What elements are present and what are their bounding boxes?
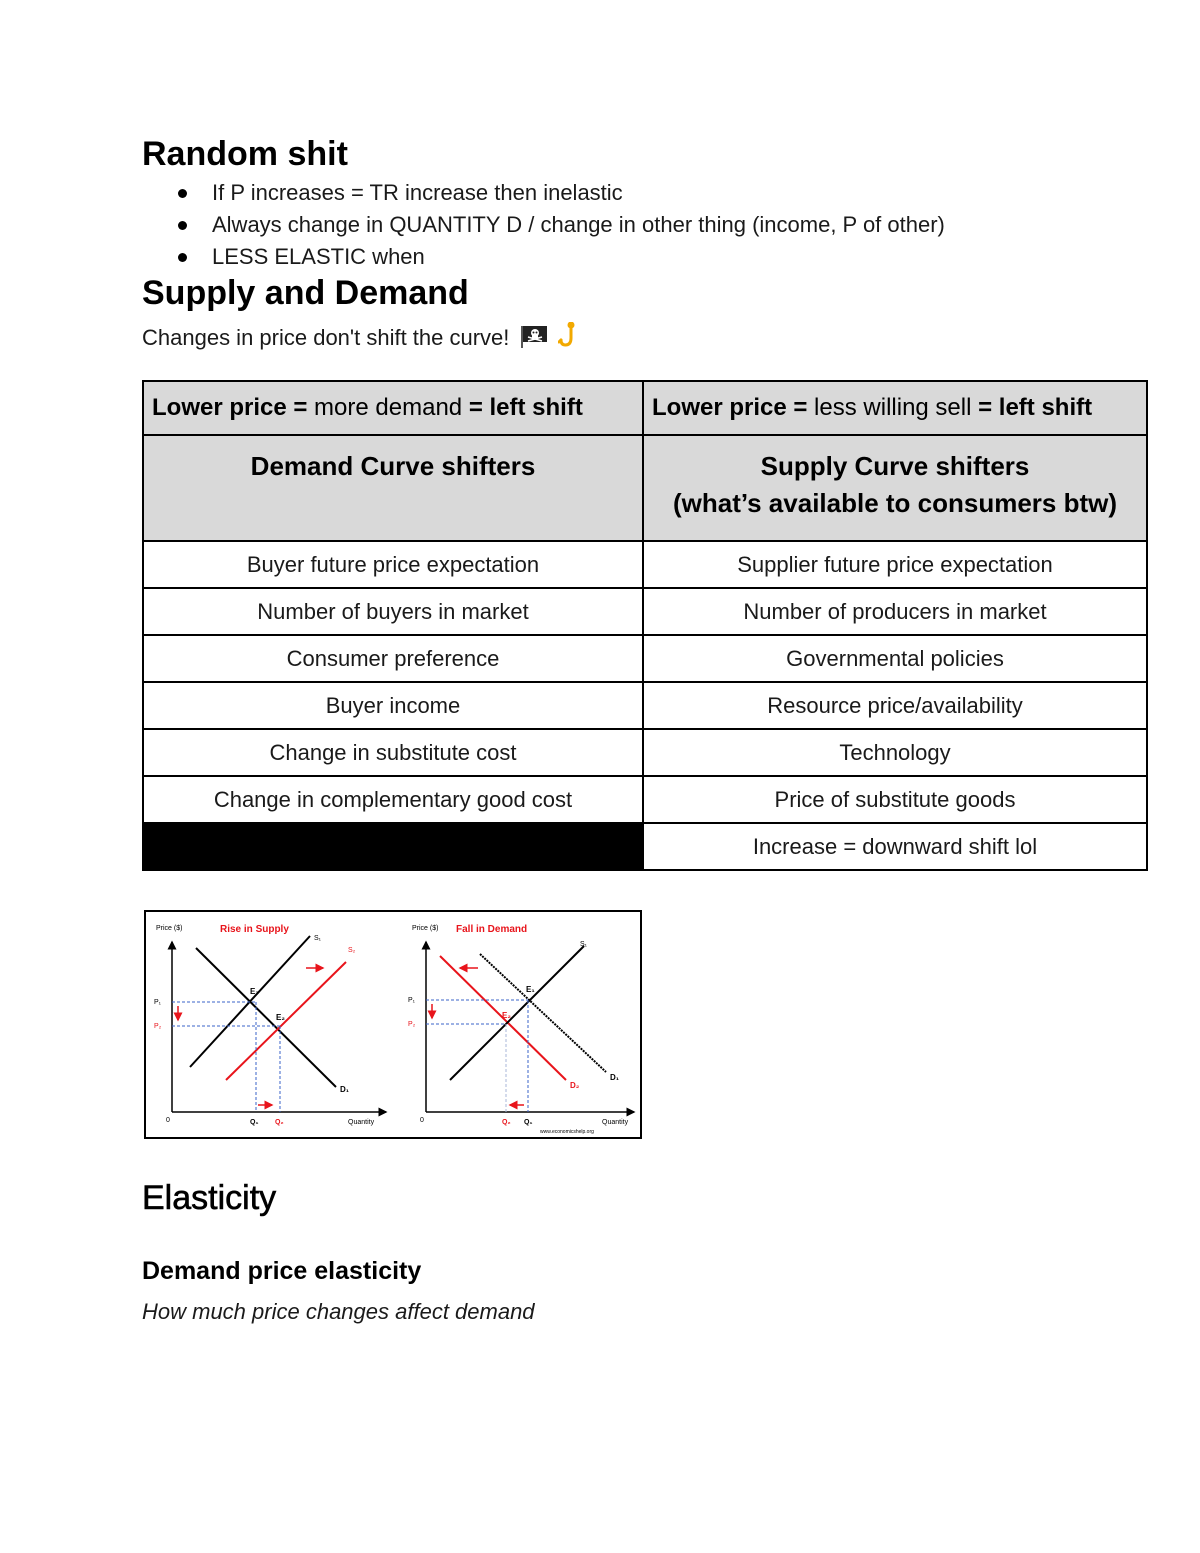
right-e2-label: E₂	[502, 1011, 511, 1020]
left-d1-label: D₁	[340, 1085, 350, 1094]
right-e1-label: E₁	[526, 985, 535, 994]
table-cell: Technology	[643, 729, 1147, 776]
table-cell: Number of producers in market	[643, 588, 1147, 635]
table-cell: Governmental policies	[643, 635, 1147, 682]
right-origin: 0	[420, 1117, 424, 1124]
left-demand-curve	[196, 948, 336, 1087]
table-row	[143, 435, 1147, 541]
right-q1-label: Q₁	[524, 1119, 533, 1126]
left-p1-label: P₁	[154, 999, 162, 1006]
pirate-flag-icon	[520, 324, 548, 352]
random-bullet-list	[142, 178, 945, 274]
table-cell-top-right: Lower price = less willing sell = left shift	[643, 381, 1147, 435]
right-y-axis-label: Price ($)	[412, 925, 439, 932]
shifters-table	[142, 380, 1148, 871]
right-s1-label: S₁	[580, 941, 588, 948]
left-p2-label: P₂	[154, 1023, 162, 1030]
hook-icon	[558, 322, 578, 352]
table-row	[143, 682, 1147, 729]
right-p1-label: P₁	[408, 997, 416, 1004]
table-row	[143, 776, 1147, 823]
supply-demand-diagram	[144, 910, 642, 1139]
left-q1-label: Q₁	[250, 1119, 259, 1126]
right-q2-label: Q₂	[502, 1119, 511, 1126]
right-panel-title: Fall in Demand	[456, 924, 528, 935]
left-supply-curve-2	[226, 962, 346, 1080]
rise-in-supply-panel	[154, 924, 386, 1126]
table-row	[143, 381, 1147, 435]
table-row	[143, 823, 1147, 870]
table-cell: Buyer future price expectation	[143, 541, 643, 588]
right-x-axis-label: Quantity	[602, 1119, 629, 1126]
list-item: Always change in QUANTITY D / change in other thing (income, P of other)	[142, 210, 945, 242]
table-cell-top-left: Lower price = more demand = left shift	[143, 381, 643, 435]
left-y-axis-label: Price ($)	[156, 925, 183, 932]
table-row	[143, 588, 1147, 635]
table-cell: Number of buyers in market	[143, 588, 643, 635]
left-e1-label: E₁	[250, 987, 259, 996]
table-cell: Resource price/availability	[643, 682, 1147, 729]
left-s2-label: S₂	[348, 947, 356, 954]
left-e2-label: E₂	[276, 1013, 285, 1022]
table-cell: Consumer preference	[143, 635, 643, 682]
left-panel-title: Rise in Supply	[220, 924, 289, 935]
elasticity-description: How much price changes affect demand	[142, 1299, 535, 1324]
heading-demand-price-elasticity: Demand price elasticity	[142, 1257, 422, 1285]
table-cell: Buyer income	[143, 682, 643, 729]
heading-random: Random shit	[142, 135, 348, 173]
supply-header: Supply Curve shifters (what’s available to consumers btw)	[643, 435, 1147, 541]
left-x-axis-label: Quantity	[348, 1119, 375, 1126]
right-d2-label: D₂	[570, 1081, 580, 1090]
supply-demand-subtitle	[142, 322, 578, 352]
list-item: LESS ELASTIC when	[142, 242, 945, 274]
list-item: If P increases = TR increase then inelastic	[142, 178, 945, 210]
table-cell: Change in substitute cost	[143, 729, 643, 776]
subtitle-text: Changes in price don't shift the curve!	[142, 325, 510, 350]
table-row	[143, 541, 1147, 588]
table-row	[143, 635, 1147, 682]
heading-supply-demand: Supply and Demand	[142, 274, 469, 312]
left-s1-label: S₁	[314, 935, 322, 942]
demand-header: Demand Curve shifters	[143, 435, 643, 541]
fall-in-demand-panel	[408, 924, 634, 1135]
table-cell: Price of substitute goods	[643, 776, 1147, 823]
table-cell-blacked-out	[143, 823, 643, 870]
right-p2-label: P₂	[408, 1021, 416, 1028]
table-row	[143, 729, 1147, 776]
heading-elasticity: Elasticity	[142, 1179, 277, 1217]
right-d1-label: D₁	[610, 1073, 620, 1082]
table-cell: Change in complementary good cost	[143, 776, 643, 823]
table-cell: Increase = downward shift lol	[643, 823, 1147, 870]
left-q2-label: Q₂	[275, 1119, 284, 1126]
table-cell: Supplier future price expectation	[643, 541, 1147, 588]
right-supply-curve	[450, 946, 584, 1080]
left-origin: 0	[166, 1117, 170, 1124]
right-credit: www.economicshelp.org	[540, 1129, 594, 1135]
